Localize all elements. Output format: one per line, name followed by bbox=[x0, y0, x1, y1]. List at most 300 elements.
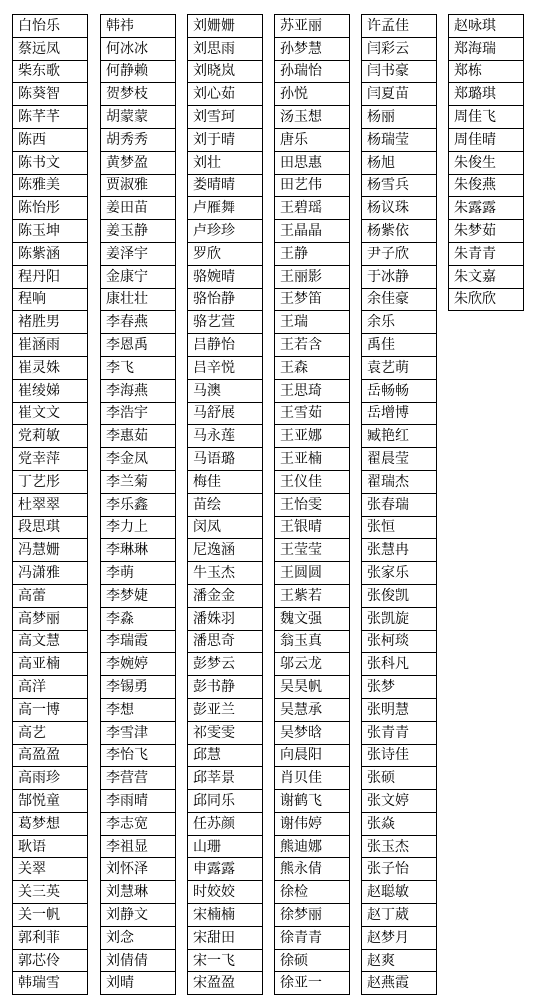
name-row bbox=[362, 539, 437, 562]
name-cell: 张春瑞 bbox=[362, 493, 437, 516]
name-row bbox=[275, 174, 350, 197]
name-cell: 耿语 bbox=[13, 835, 88, 858]
name-row bbox=[101, 493, 176, 516]
name-cell: 胡秀秀 bbox=[101, 128, 176, 151]
name-cell: 程响 bbox=[13, 288, 88, 311]
name-cell: 徐检 bbox=[275, 881, 350, 904]
name-cell: 刘姗姗 bbox=[188, 15, 263, 38]
name-cell: 赵丁葳 bbox=[362, 904, 437, 927]
name-cell: 李浩宇 bbox=[101, 402, 176, 425]
name-cell: 刘思雨 bbox=[188, 37, 263, 60]
name-cell: 吴梦晗 bbox=[275, 721, 350, 744]
name-row bbox=[275, 904, 350, 927]
name-cell: 杨瑞莹 bbox=[362, 128, 437, 151]
name-cell: 魏文强 bbox=[275, 607, 350, 630]
name-cell: 向晨阳 bbox=[275, 744, 350, 767]
name-cell: 尹子欣 bbox=[362, 242, 437, 265]
name-cell: 高梦丽 bbox=[13, 607, 88, 630]
name-row bbox=[362, 288, 437, 311]
name-row bbox=[275, 288, 350, 311]
name-cell: 翁玉真 bbox=[275, 630, 350, 653]
name-cell: 高蕾 bbox=[13, 584, 88, 607]
name-cell: 翟瑞杰 bbox=[362, 470, 437, 493]
name-cell: 潘姝羽 bbox=[188, 607, 263, 630]
name-cell: 刘怀泽 bbox=[101, 858, 176, 881]
name-cell: 余佳豪 bbox=[362, 288, 437, 311]
name-row bbox=[275, 242, 350, 265]
name-row bbox=[188, 812, 263, 835]
name-row bbox=[275, 128, 350, 151]
name-row bbox=[13, 151, 88, 174]
name-cell: 宋盈盈 bbox=[188, 972, 263, 995]
name-row bbox=[449, 174, 524, 197]
name-cell: 祁雯雯 bbox=[188, 721, 263, 744]
name-cell: 宋一飞 bbox=[188, 949, 263, 972]
name-row bbox=[362, 60, 437, 83]
name-row bbox=[101, 881, 176, 904]
name-row bbox=[101, 516, 176, 539]
name-row bbox=[13, 607, 88, 630]
name-row bbox=[275, 470, 350, 493]
name-row bbox=[188, 744, 263, 767]
name-row bbox=[362, 379, 437, 402]
name-cell: 潘思奇 bbox=[188, 630, 263, 653]
name-cell: 朱俊燕 bbox=[449, 174, 524, 197]
name-row bbox=[13, 265, 88, 288]
name-row bbox=[362, 470, 437, 493]
name-row bbox=[188, 448, 263, 471]
name-row bbox=[101, 311, 176, 334]
name-cell: 潘金金 bbox=[188, 584, 263, 607]
name-cell: 王紫若 bbox=[275, 584, 350, 607]
name-row bbox=[188, 721, 263, 744]
name-column-1 bbox=[12, 14, 88, 995]
name-row bbox=[188, 197, 263, 220]
name-row bbox=[449, 128, 524, 151]
name-row bbox=[188, 402, 263, 425]
name-row bbox=[188, 311, 263, 334]
name-cell: 周佳晴 bbox=[449, 128, 524, 151]
name-row bbox=[13, 676, 88, 699]
name-row bbox=[101, 949, 176, 972]
name-row bbox=[13, 128, 88, 151]
name-row bbox=[362, 402, 437, 425]
name-cell: 赵梦月 bbox=[362, 926, 437, 949]
name-cell: 褚胜男 bbox=[13, 311, 88, 334]
name-row bbox=[101, 904, 176, 927]
name-cell: 朱露露 bbox=[449, 197, 524, 220]
name-row bbox=[101, 607, 176, 630]
name-cell: 刘心茹 bbox=[188, 83, 263, 106]
name-cell: 高洋 bbox=[13, 676, 88, 699]
name-cell: 陈雅美 bbox=[13, 174, 88, 197]
name-cell: 吴昊帆 bbox=[275, 676, 350, 699]
name-row bbox=[188, 562, 263, 585]
name-cell: 朱文嘉 bbox=[449, 265, 524, 288]
name-cell: 康壮壮 bbox=[101, 288, 176, 311]
name-row bbox=[101, 744, 176, 767]
name-cell: 岳增博 bbox=[362, 402, 437, 425]
name-row bbox=[101, 448, 176, 471]
name-row bbox=[275, 630, 350, 653]
name-row bbox=[188, 265, 263, 288]
name-cell: 白怡乐 bbox=[13, 15, 88, 38]
name-row bbox=[275, 83, 350, 106]
name-cell: 臧艳红 bbox=[362, 425, 437, 448]
name-cell: 马永莲 bbox=[188, 425, 263, 448]
name-row bbox=[13, 356, 88, 379]
name-cell: 柴东歌 bbox=[13, 60, 88, 83]
name-cell: 王晶晶 bbox=[275, 220, 350, 243]
name-row bbox=[275, 767, 350, 790]
name-cell: 陈玉坤 bbox=[13, 220, 88, 243]
name-row bbox=[449, 106, 524, 129]
name-row bbox=[13, 425, 88, 448]
name-cell: 刘晴 bbox=[101, 972, 176, 995]
name-row bbox=[362, 220, 437, 243]
name-cell: 张明慧 bbox=[362, 698, 437, 721]
name-row bbox=[275, 334, 350, 357]
name-cell: 李瑞霞 bbox=[101, 630, 176, 653]
name-cell: 蔡远凤 bbox=[13, 37, 88, 60]
name-row bbox=[13, 516, 88, 539]
name-cell: 王丽影 bbox=[275, 265, 350, 288]
name-column-2 bbox=[100, 14, 176, 995]
name-row bbox=[449, 220, 524, 243]
name-row bbox=[362, 926, 437, 949]
name-cell: 宋楠楠 bbox=[188, 904, 263, 927]
name-cell: 崔涵雨 bbox=[13, 334, 88, 357]
name-row bbox=[101, 653, 176, 676]
name-row bbox=[188, 83, 263, 106]
name-cell: 邱慧 bbox=[188, 744, 263, 767]
name-row bbox=[275, 516, 350, 539]
name-cell: 崔灵姝 bbox=[13, 356, 88, 379]
name-row bbox=[362, 562, 437, 585]
name-cell: 宋甜田 bbox=[188, 926, 263, 949]
name-cell: 刘于晴 bbox=[188, 128, 263, 151]
name-row bbox=[101, 630, 176, 653]
name-row bbox=[362, 448, 437, 471]
name-cell: 彭书静 bbox=[188, 676, 263, 699]
name-row bbox=[101, 402, 176, 425]
name-row bbox=[188, 493, 263, 516]
name-row bbox=[362, 83, 437, 106]
name-row bbox=[362, 15, 437, 38]
name-row bbox=[13, 197, 88, 220]
name-row bbox=[13, 539, 88, 562]
name-cell: 徐亚一 bbox=[275, 972, 350, 995]
name-cell: 苗绘 bbox=[188, 493, 263, 516]
name-row bbox=[188, 881, 263, 904]
name-row bbox=[188, 607, 263, 630]
name-cell: 徐梦丽 bbox=[275, 904, 350, 927]
name-cell: 高亚楠 bbox=[13, 653, 88, 676]
name-row bbox=[275, 60, 350, 83]
name-cell: 李金凤 bbox=[101, 448, 176, 471]
name-cell: 姜玉静 bbox=[101, 220, 176, 243]
name-row bbox=[449, 83, 524, 106]
name-cell: 韩瑞雪 bbox=[13, 972, 88, 995]
name-row bbox=[13, 242, 88, 265]
name-row bbox=[13, 630, 88, 653]
name-row bbox=[13, 744, 88, 767]
name-cell: 陈西 bbox=[13, 128, 88, 151]
name-row bbox=[188, 128, 263, 151]
name-cell: 李想 bbox=[101, 698, 176, 721]
name-row bbox=[188, 242, 263, 265]
name-row bbox=[275, 37, 350, 60]
name-cell: 胡蒙蒙 bbox=[101, 106, 176, 129]
name-row bbox=[13, 721, 88, 744]
name-row bbox=[362, 653, 437, 676]
name-cell: 余乐 bbox=[362, 311, 437, 334]
name-cell: 李琳琳 bbox=[101, 539, 176, 562]
name-cell: 李恩禹 bbox=[101, 334, 176, 357]
name-row bbox=[13, 470, 88, 493]
name-cell: 袁艺萌 bbox=[362, 356, 437, 379]
name-cell: 卢雁舞 bbox=[188, 197, 263, 220]
name-row bbox=[362, 584, 437, 607]
name-cell: 张家乐 bbox=[362, 562, 437, 585]
name-row bbox=[275, 562, 350, 585]
name-row bbox=[101, 128, 176, 151]
name-row bbox=[275, 265, 350, 288]
name-cell: 李春燕 bbox=[101, 311, 176, 334]
name-row bbox=[101, 106, 176, 129]
name-cell: 谢伟婷 bbox=[275, 812, 350, 835]
name-cell: 彭梦云 bbox=[188, 653, 263, 676]
name-cell: 闫彩云 bbox=[362, 37, 437, 60]
name-cell: 王瑞 bbox=[275, 311, 350, 334]
name-row bbox=[188, 698, 263, 721]
name-cell: 卢珍珍 bbox=[188, 220, 263, 243]
name-row bbox=[188, 334, 263, 357]
name-cell: 张硕 bbox=[362, 767, 437, 790]
name-row bbox=[101, 790, 176, 813]
name-row bbox=[449, 60, 524, 83]
name-row bbox=[275, 197, 350, 220]
name-row bbox=[275, 926, 350, 949]
name-cell: 熊永倩 bbox=[275, 858, 350, 881]
name-cell: 邱莘景 bbox=[188, 767, 263, 790]
name-cell: 金康宁 bbox=[101, 265, 176, 288]
name-row bbox=[188, 151, 263, 174]
name-cell: 王森 bbox=[275, 356, 350, 379]
name-cell: 郑海瑞 bbox=[449, 37, 524, 60]
name-row bbox=[101, 151, 176, 174]
name-row bbox=[275, 311, 350, 334]
name-row bbox=[13, 288, 88, 311]
name-cell: 郭利菲 bbox=[13, 926, 88, 949]
name-row bbox=[275, 676, 350, 699]
name-cell: 梅佳 bbox=[188, 470, 263, 493]
name-row bbox=[449, 15, 524, 38]
name-cell: 李雨晴 bbox=[101, 790, 176, 813]
name-cell: 党幸萍 bbox=[13, 448, 88, 471]
name-cell: 陈葵智 bbox=[13, 83, 88, 106]
name-row bbox=[101, 60, 176, 83]
name-row bbox=[101, 676, 176, 699]
name-row bbox=[101, 334, 176, 357]
name-row bbox=[188, 106, 263, 129]
name-row bbox=[275, 402, 350, 425]
name-row bbox=[275, 653, 350, 676]
name-cell: 陈芊芊 bbox=[13, 106, 88, 129]
name-row bbox=[362, 493, 437, 516]
name-row bbox=[362, 767, 437, 790]
name-row bbox=[275, 812, 350, 835]
name-cell: 谢鹤飞 bbox=[275, 790, 350, 813]
name-column-4 bbox=[274, 14, 350, 995]
name-row bbox=[13, 790, 88, 813]
name-cell: 朱梦茹 bbox=[449, 220, 524, 243]
name-cell: 李雪津 bbox=[101, 721, 176, 744]
name-cell: 何冰冰 bbox=[101, 37, 176, 60]
name-row bbox=[101, 926, 176, 949]
name-cell: 张恒 bbox=[362, 516, 437, 539]
name-cell: 邱同乐 bbox=[188, 790, 263, 813]
name-row bbox=[188, 37, 263, 60]
name-row bbox=[188, 60, 263, 83]
name-cell: 李怡飞 bbox=[101, 744, 176, 767]
name-row bbox=[275, 220, 350, 243]
name-cell: 张俊凯 bbox=[362, 584, 437, 607]
name-cell: 马语璐 bbox=[188, 448, 263, 471]
name-row bbox=[101, 425, 176, 448]
name-row bbox=[275, 448, 350, 471]
name-row bbox=[362, 174, 437, 197]
name-cell: 徐青青 bbox=[275, 926, 350, 949]
name-cell: 崔绫娣 bbox=[13, 379, 88, 402]
name-row bbox=[13, 767, 88, 790]
name-cell: 唐乐 bbox=[275, 128, 350, 151]
name-row bbox=[101, 37, 176, 60]
name-row bbox=[188, 425, 263, 448]
name-cell: 张玉杰 bbox=[362, 835, 437, 858]
name-cell: 禹佳 bbox=[362, 334, 437, 357]
name-cell: 翟晨莹 bbox=[362, 448, 437, 471]
name-cell: 刘念 bbox=[101, 926, 176, 949]
name-cell: 朱欣欣 bbox=[449, 288, 524, 311]
name-row bbox=[101, 835, 176, 858]
name-row bbox=[188, 653, 263, 676]
name-cell: 崔文文 bbox=[13, 402, 88, 425]
name-cell: 王莹莹 bbox=[275, 539, 350, 562]
name-row bbox=[362, 949, 437, 972]
name-row bbox=[101, 972, 176, 995]
name-cell: 彭亚兰 bbox=[188, 698, 263, 721]
name-cell: 许孟佳 bbox=[362, 15, 437, 38]
name-cell: 赵爽 bbox=[362, 949, 437, 972]
name-cell: 朱俊生 bbox=[449, 151, 524, 174]
name-row bbox=[13, 220, 88, 243]
name-cell: 吴慧承 bbox=[275, 698, 350, 721]
name-row bbox=[362, 311, 437, 334]
name-cell: 牛玉杰 bbox=[188, 562, 263, 585]
name-cell: 李飞 bbox=[101, 356, 176, 379]
name-column-6 bbox=[448, 14, 524, 311]
name-cell: 朱青青 bbox=[449, 242, 524, 265]
name-row bbox=[275, 790, 350, 813]
name-row bbox=[101, 15, 176, 38]
name-cell: 李海燕 bbox=[101, 379, 176, 402]
name-cell: 李祖显 bbox=[101, 835, 176, 858]
name-cell: 岳畅畅 bbox=[362, 379, 437, 402]
name-cell: 关三英 bbox=[13, 881, 88, 904]
name-cell: 娄晴晴 bbox=[188, 174, 263, 197]
name-cell: 孙悦 bbox=[275, 83, 350, 106]
name-row bbox=[362, 812, 437, 835]
name-cell: 关一帆 bbox=[13, 904, 88, 927]
name-cell: 任苏颜 bbox=[188, 812, 263, 835]
name-cell: 李萌 bbox=[101, 562, 176, 585]
name-row bbox=[362, 425, 437, 448]
name-cell: 张诗佳 bbox=[362, 744, 437, 767]
name-row bbox=[275, 949, 350, 972]
name-row bbox=[275, 881, 350, 904]
name-row bbox=[275, 607, 350, 630]
name-column-3 bbox=[187, 14, 263, 995]
name-row bbox=[101, 767, 176, 790]
name-cell: 程丹阳 bbox=[13, 265, 88, 288]
name-row bbox=[13, 37, 88, 60]
name-row bbox=[188, 539, 263, 562]
name-row bbox=[362, 242, 437, 265]
name-row bbox=[362, 972, 437, 995]
name-cell: 田艺伟 bbox=[275, 174, 350, 197]
name-row bbox=[101, 562, 176, 585]
name-row bbox=[101, 721, 176, 744]
name-cell: 李惠茹 bbox=[101, 425, 176, 448]
name-row bbox=[13, 106, 88, 129]
name-cell: 罗欣 bbox=[188, 242, 263, 265]
name-row bbox=[362, 197, 437, 220]
name-row bbox=[362, 106, 437, 129]
name-row bbox=[101, 83, 176, 106]
name-row bbox=[13, 379, 88, 402]
name-row bbox=[101, 584, 176, 607]
name-row bbox=[13, 448, 88, 471]
name-row bbox=[13, 15, 88, 38]
name-cell: 王仪佳 bbox=[275, 470, 350, 493]
name-row bbox=[449, 37, 524, 60]
name-cell: 王亚娜 bbox=[275, 425, 350, 448]
name-cell: 王思琦 bbox=[275, 379, 350, 402]
name-cell: 汤玉想 bbox=[275, 106, 350, 129]
name-cell: 郜悦童 bbox=[13, 790, 88, 813]
name-cell: 申露露 bbox=[188, 858, 263, 881]
name-row bbox=[188, 790, 263, 813]
name-row bbox=[101, 379, 176, 402]
name-cell: 黄梦盈 bbox=[101, 151, 176, 174]
name-row bbox=[101, 242, 176, 265]
name-cell: 刘静文 bbox=[101, 904, 176, 927]
name-cell: 张梦 bbox=[362, 676, 437, 699]
name-row bbox=[275, 539, 350, 562]
name-row bbox=[101, 220, 176, 243]
name-row bbox=[13, 812, 88, 835]
name-row bbox=[449, 242, 524, 265]
name-row bbox=[188, 767, 263, 790]
name-cell: 姜泽宇 bbox=[101, 242, 176, 265]
name-row bbox=[101, 197, 176, 220]
name-cell: 刘晓岚 bbox=[188, 60, 263, 83]
name-row bbox=[275, 106, 350, 129]
name-row bbox=[362, 128, 437, 151]
name-row bbox=[362, 151, 437, 174]
name-row bbox=[275, 972, 350, 995]
